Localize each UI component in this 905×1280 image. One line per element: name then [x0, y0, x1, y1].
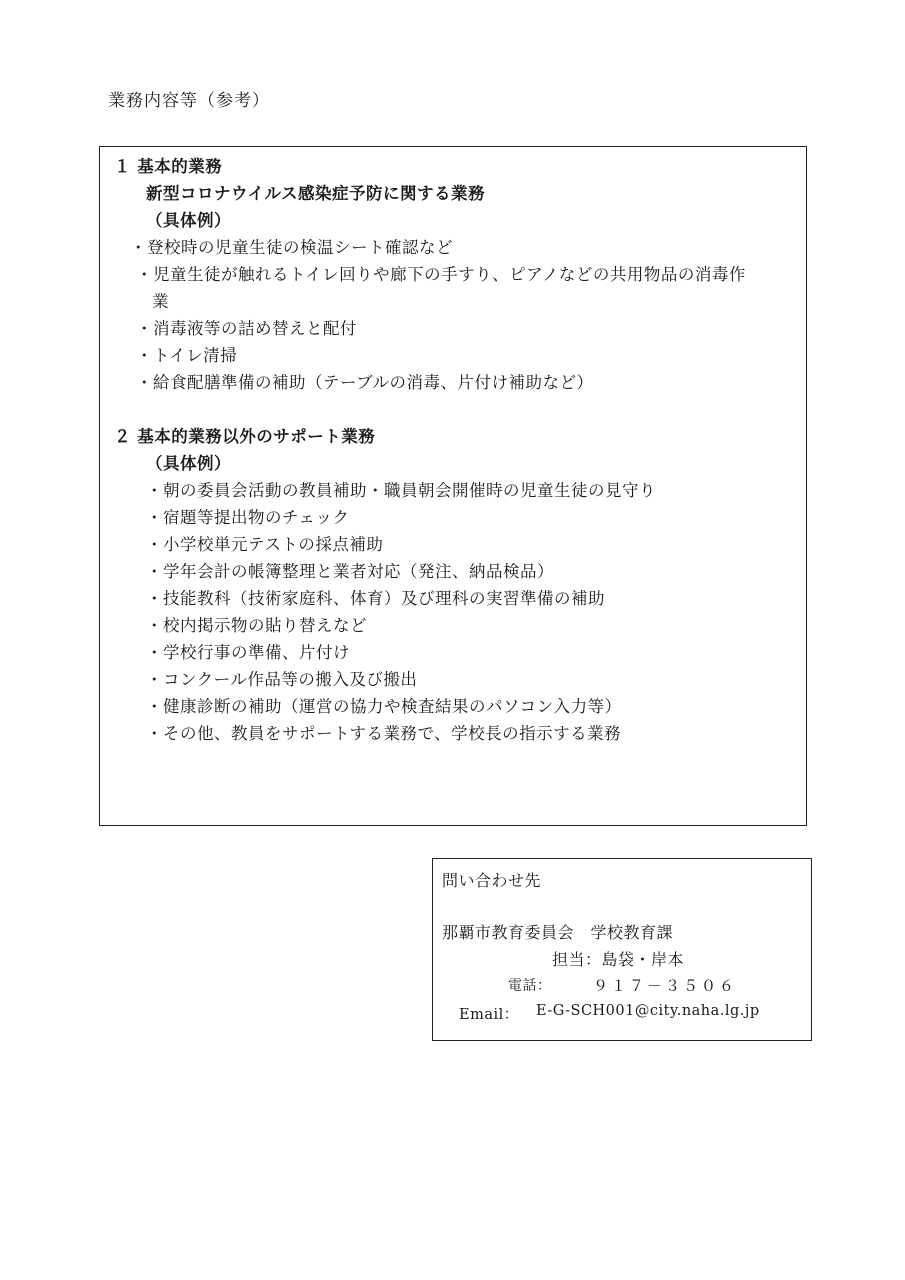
section2-item: ・学年会計の帳簿整理と業者対応（発注、納品検品） [146, 562, 554, 581]
section2-examples-label: （具体例） [146, 454, 231, 473]
contact-person: 担当：島袋・岸本 [552, 950, 685, 969]
section1-examples-label: （具体例） [146, 211, 231, 230]
section1-title: １ 基本的業務 [114, 157, 223, 176]
contact-box [432, 858, 812, 1041]
page-heading: 業務内容等（参考） [108, 91, 270, 111]
section2-item: ・その他、教員をサポートする業務で、学校長の指示する業務 [146, 724, 622, 743]
section2-item: ・技能教科（技術家庭科、体育）及び理科の実習準備の補助 [146, 589, 605, 608]
email-address: E-G-SCH001@city.naha.lg.jp [536, 1003, 760, 1019]
section1-subtitle: 新型コロナウイルス感染症予防に関する業務 [146, 184, 486, 203]
business-content-box [99, 146, 807, 826]
phone-number: ９１７－３５０６ [593, 977, 738, 995]
section1-item: ・登校時の児童生徒の検温シート確認など [130, 238, 453, 257]
contact-department: 那覇市教育委員会 学校教育課 [442, 923, 674, 942]
phone-label: 電話： [508, 978, 552, 994]
email-label: Email： [459, 1007, 519, 1023]
section1-item: ・給食配膳準備の補助（テーブルの消毒、片付け補助など） [136, 373, 594, 392]
section1-item: ・児童生徒が触れるトイレ回りや廊下の手すり、ピアノなどの共用物品の消毒作 [136, 265, 746, 284]
section2-item: ・学校行事の準備、片付け [146, 643, 350, 662]
section2-item: ・小学校単元テストの採点補助 [146, 535, 384, 554]
contact-title: 問い合わせ先 [442, 871, 542, 890]
section2-item: ・朝の委員会活動の教員補助・職員朝会開催時の児童生徒の見守り [146, 481, 656, 500]
section2-item: ・健康診断の補助（運営の協力や検査結果のパソコン入力等） [146, 697, 622, 716]
section1-item: ・消毒液等の詰め替えと配付 [136, 319, 357, 338]
section1-item-continuation: 業 [152, 292, 169, 311]
section2-item: ・校内掲示物の貼り替えなど [146, 616, 367, 635]
section2-title: ２ 基本的業務以外のサポート業務 [114, 427, 376, 446]
section2-item: ・コンクール作品等の搬入及び搬出 [146, 670, 418, 689]
section2-item: ・宿題等提出物のチェック [146, 508, 350, 527]
section1-item: ・トイレ清掃 [136, 346, 238, 365]
